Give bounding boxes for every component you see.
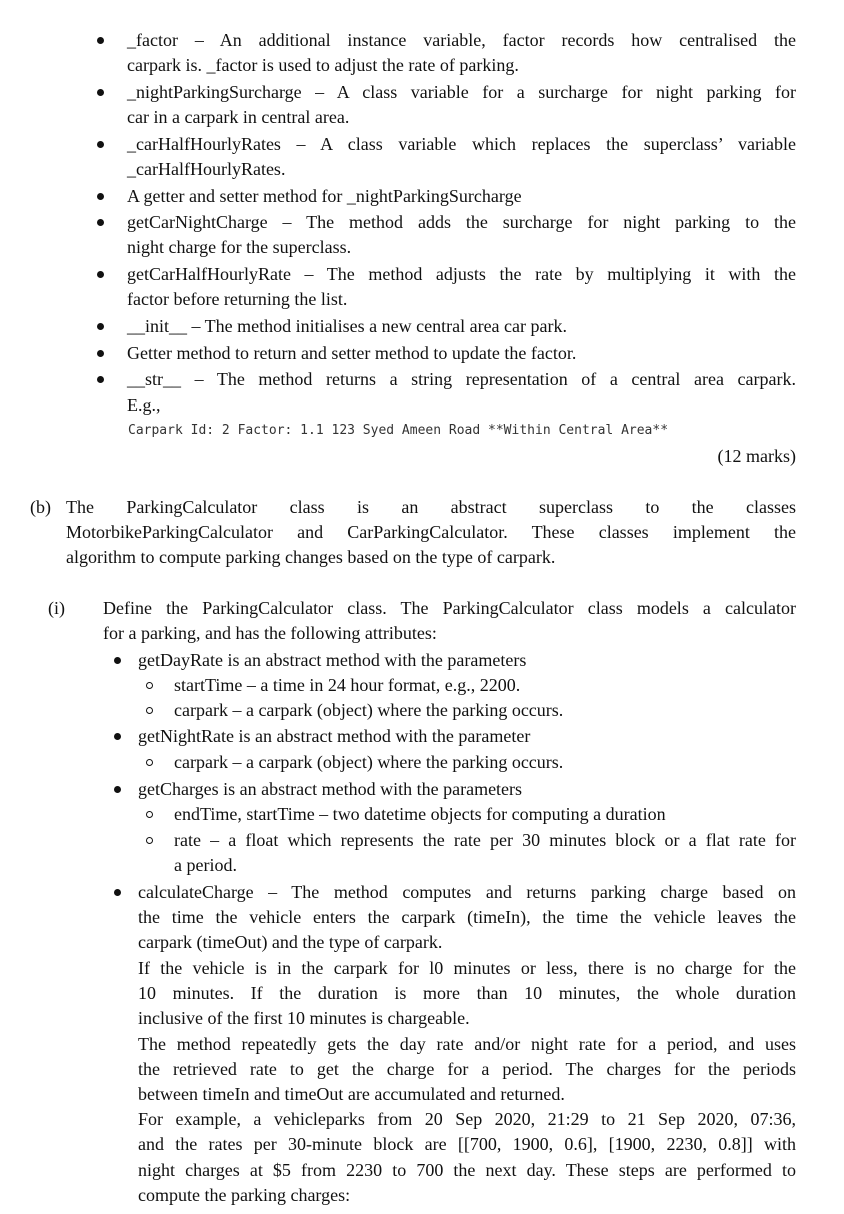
method-getNightRate: getNightRate is an abstract method with the parameter <box>138 726 531 746</box>
bullet-text-line: factor before returning the list. <box>127 289 348 309</box>
bullet-text-line: E.g., <box>127 395 161 415</box>
calculateCharge-line: compute the parking charges: <box>138 1185 351 1205</box>
bullet-dot <box>97 89 104 96</box>
calculateCharge-line: carpark (timeOut) and the type of carpark. <box>138 932 443 952</box>
sub-bullet-circle <box>146 811 153 818</box>
bullet-dot <box>97 193 104 200</box>
code-example: Carpark Id: 2 Factor: 1.1 123 Syed Ameen Road **Within Central Area** <box>128 423 669 438</box>
bullet-dot <box>97 323 104 330</box>
bullet-dot <box>97 271 104 278</box>
sub-bullet-circle <box>146 837 153 844</box>
bullet-text-line: _factor – An additional instance variable, factor records how centralised the <box>127 30 796 50</box>
calculateCharge-line: night charges at $5 from 2230 to 700 the next day. These steps are performed to <box>138 1160 796 1180</box>
bullet-text-line: A getter and setter method for _nightParkingSurcharge <box>127 186 522 206</box>
bullet-text-line: getCarHalfHourlyRate – The method adjusts the rate by multiplying it with the <box>127 264 796 284</box>
calculateCharge-line: the time the vehicle enters the carpark (timeIn), the time the vehicle leaves the <box>138 907 796 927</box>
calculateCharge-line: the retrieved rate to get the charge for a period. The charges for the periods <box>138 1059 796 1079</box>
bullet-dot <box>114 657 121 664</box>
bullet-text-line: getCarNightCharge – The method adds the surcharge for night parking to the <box>127 212 796 232</box>
param-line: carpark – a carpark (object) where the parking occurs. <box>174 700 564 720</box>
sub-bullet-circle <box>146 707 153 714</box>
bullet-text-line: _carHalfHourlyRates. <box>127 159 286 179</box>
param-line: startTime – a time in 24 hour format, e.g., 2200. <box>174 675 521 695</box>
calculateCharge-line: between timeIn and timeOut are accumulated and returned. <box>138 1084 565 1104</box>
bullet-text-line: Getter method to return and setter method to update the factor. <box>127 343 577 363</box>
bullet-dot <box>114 889 121 896</box>
calculateCharge-line: 10 minutes. If the duration is more than 10 minutes, the whole duration <box>138 983 796 1003</box>
bullet-text-line: __init__ – The method initialises a new central area car park. <box>127 316 568 336</box>
param-line: endTime, startTime – two datetime objects for computing a duration <box>174 804 666 824</box>
marks-label: (12 marks) <box>717 446 796 466</box>
sub-bullet-circle <box>146 682 153 689</box>
param-line: a period. <box>174 855 237 875</box>
method-getDayRate: getDayRate is an abstract method with the parameters <box>138 650 527 670</box>
calculateCharge-line: and the rates per 30-minute block are [[700, 1900, 0.6], [1900, 2230, 0.8]] with <box>138 1134 796 1154</box>
part-label: (b) <box>30 497 51 517</box>
part-b-text-line: The ParkingCalculator class is an abstract superclass to the classes <box>66 497 796 517</box>
bullet-text-line: carpark is. _factor is used to adjust the rate of parking. <box>127 55 519 75</box>
calculateCharge-line: inclusive of the first 10 minutes is chargeable. <box>138 1008 470 1028</box>
calculateCharge-line: The method repeatedly gets the day rate and/or night rate for a period, and uses <box>138 1034 796 1054</box>
param-line: rate – a float which represents the rate per 30 minutes block or a flat rate for <box>174 830 796 850</box>
subpart-intro-line: Define the ParkingCalculator class. The ParkingCalculator class models a calculator <box>103 598 796 618</box>
bullet-dot <box>97 141 104 148</box>
bullet-text-line: _carHalfHourlyRates – A class variable which replaces the superclass’ variable <box>127 134 796 154</box>
part-b-text-line: algorithm to compute parking changes based on the type of carpark. <box>66 547 556 567</box>
bullet-dot <box>97 376 104 383</box>
calculateCharge-line: calculateCharge – The method computes and returns parking charge based on <box>138 882 796 902</box>
bullet-dot <box>97 219 104 226</box>
method-getCharges: getCharges is an abstract method with the parameters <box>138 779 523 799</box>
calculateCharge-line: If the vehicle is in the carpark for l0 minutes or less, there is no charge for the <box>138 958 796 978</box>
bullet-dot <box>97 37 104 44</box>
bullet-text-line: _nightParkingSurcharge – A class variable for a surcharge for night parking for <box>127 82 796 102</box>
bullet-text-line: car in a carpark in central area. <box>127 107 350 127</box>
param-line: carpark – a carpark (object) where the parking occurs. <box>174 752 564 772</box>
bullet-text-line: night charge for the superclass. <box>127 237 352 257</box>
bullet-dot <box>114 786 121 793</box>
bullet-dot <box>97 350 104 357</box>
part-b-text-line: MotorbikeParkingCalculator and CarParkingCalculator. These classes implement the <box>66 522 796 542</box>
subpart-label: (i) <box>48 598 65 618</box>
bullet-dot <box>114 733 121 740</box>
sub-bullet-circle <box>146 759 153 766</box>
bullet-text-line: __str__ – The method returns a string representation of a central area carpark. <box>127 369 796 389</box>
subpart-intro-line: for a parking, and has the following attributes: <box>103 623 437 643</box>
calculateCharge-line: For example, a vehicleparks from 20 Sep 2020, 21:29 to 21 Sep 2020, 07:36, <box>138 1109 796 1129</box>
